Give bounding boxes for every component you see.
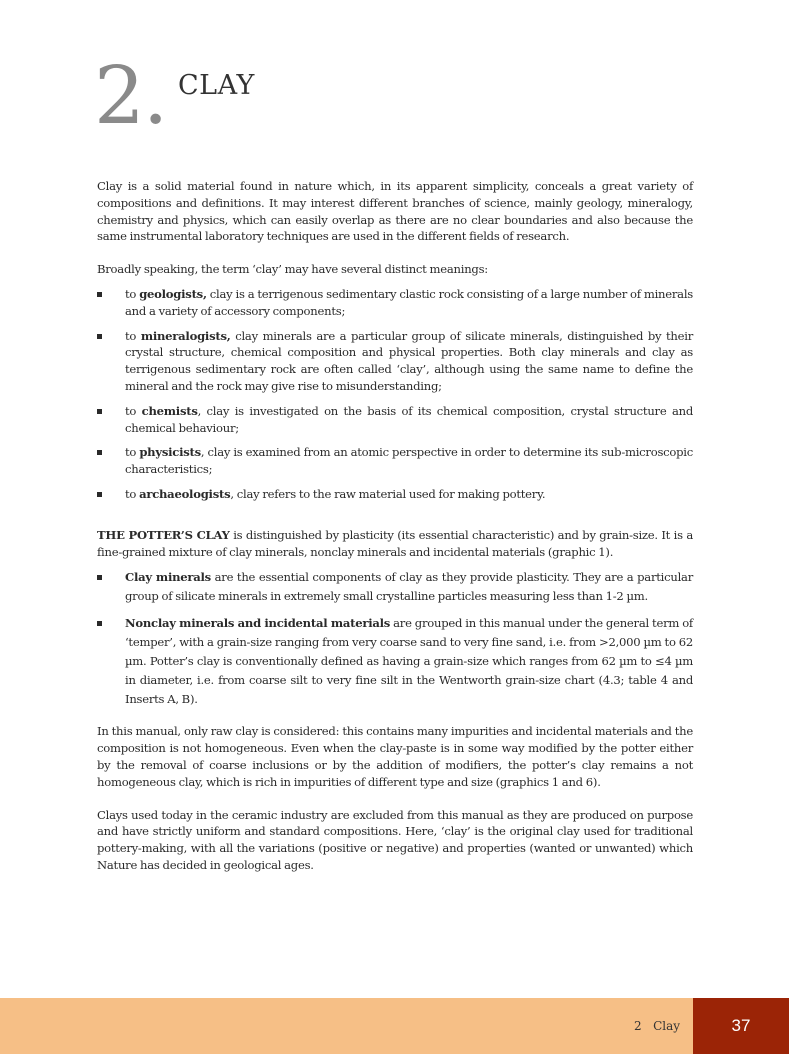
components-list <box>97 568 693 709</box>
list-item: Nonclay minerals and incidental materials are grouped in this manual under the general term of ‘temper’, with a grain-size ranging from very coarse sand to very fine sand, i.e. from >2,000 µm to 62 µm. Potter’s clay is conventionally defined as having a grain-size which ranges from 62 µm to ≤4 µm in diameter, i.e. from coarse silt to very fine silt in the Wentworth grain-size chart (4.3; table 4 and Inserts A, B). <box>97 614 693 709</box>
list-item: to archaeologists, clay refers to the raw material used for making pottery. <box>97 486 693 503</box>
chapter-number: 2. <box>94 49 167 142</box>
running-footer: 2 Clay <box>634 1019 681 1033</box>
potters-clay-term: THE POTTER’S CLAY <box>97 527 230 542</box>
list-term: archaeologists <box>139 486 231 501</box>
bullet-icon <box>97 334 102 339</box>
list-item: to geologists, clay is a terrigenous sedimentary clastic rock consisting of a large number of minerals and a variety of accessory components; <box>97 286 693 320</box>
list-item: to mineralogists, clay minerals are a particular group of silicate minerals, distinguished by their crystal structure, chemical composition and physical properties. Both clay minerals and clay as terrigenous sedimentary rock are often called ‘clay’, although using the same name to define the mineral and the rock may give rise to misunderstanding; <box>97 328 693 395</box>
bullet-icon <box>97 409 102 414</box>
bullet-icon <box>97 492 102 497</box>
list-term: geologists, <box>139 286 207 301</box>
page-number: 37 <box>693 998 789 1054</box>
list-item: to chemists, clay is investigated on the basis of its chemical composition, crystal structure and chemical behaviour; <box>97 403 693 437</box>
list-term: Clay minerals <box>125 570 211 585</box>
list-item: to physicists, clay is examined from an atomic perspective in order to determine its sub-microscopic characteristics; <box>97 444 693 478</box>
list-term: chemists <box>141 403 198 418</box>
list-term: Nonclay minerals and incidental materials <box>125 616 391 631</box>
bullet-icon <box>97 621 102 626</box>
list-item: Clay minerals are the essential components of clay as they provide plasticity. They are a particular group of silicate minerals in extremely small crystalline particles measuring less than 1-2 µm. <box>97 568 693 606</box>
list-term: physicists <box>139 445 201 460</box>
potters-clay-paragraph: THE POTTER’S CLAY is distinguished by plasticity (its essential characteristic) and by grain-size. It is a fine-grained mixture of clay minerals, nonclay minerals and incidental materials (graphic 1). <box>97 527 693 559</box>
meanings-intro: Broadly speaking, the term ‘clay’ may have several distinct meanings: <box>97 262 488 277</box>
list-term: mineralogists, <box>140 328 231 343</box>
raw-clay-paragraph: In this manual, only raw clay is considered: this contains many impurities and incidental materials and the composition is not homogeneous. Even when the clay-paste is in some way modified by the potter either by the removal of coarse inclusions or by the addition of modifiers, the potter’s clay remains a not homogeneous clay, which is rich in impurities of different type and size (graphics 1 and 6). <box>97 724 693 789</box>
meanings-list <box>97 286 693 503</box>
main-content <box>97 178 693 874</box>
intro-paragraph: Clay is a solid material found in nature which, in its apparent simplicity, conceals a great variety of compositions and definitions. It may interest different branches of science, mainly geology, mineralogy, chemistry and physics, which can easily overlap as there are no clear boundaries and also because the same instrumental laboratory techniques are used in the different fields of research. <box>97 179 693 244</box>
bullet-icon <box>97 450 102 455</box>
bullet-icon <box>97 575 102 580</box>
bullet-icon <box>97 292 102 297</box>
industry-paragraph: Clays used today in the ceramic industry are excluded from this manual as they are produced on purpose and have strictly uniform and standard compositions. Here, ‘clay’ is the original clay used for traditional pottery-making, with all the variations (positive or negative) and properties (wanted or unwanted) which Nature has decided in geological ages. <box>97 807 693 872</box>
footer-band <box>0 998 789 1054</box>
chapter-title: CLAY <box>178 70 255 101</box>
